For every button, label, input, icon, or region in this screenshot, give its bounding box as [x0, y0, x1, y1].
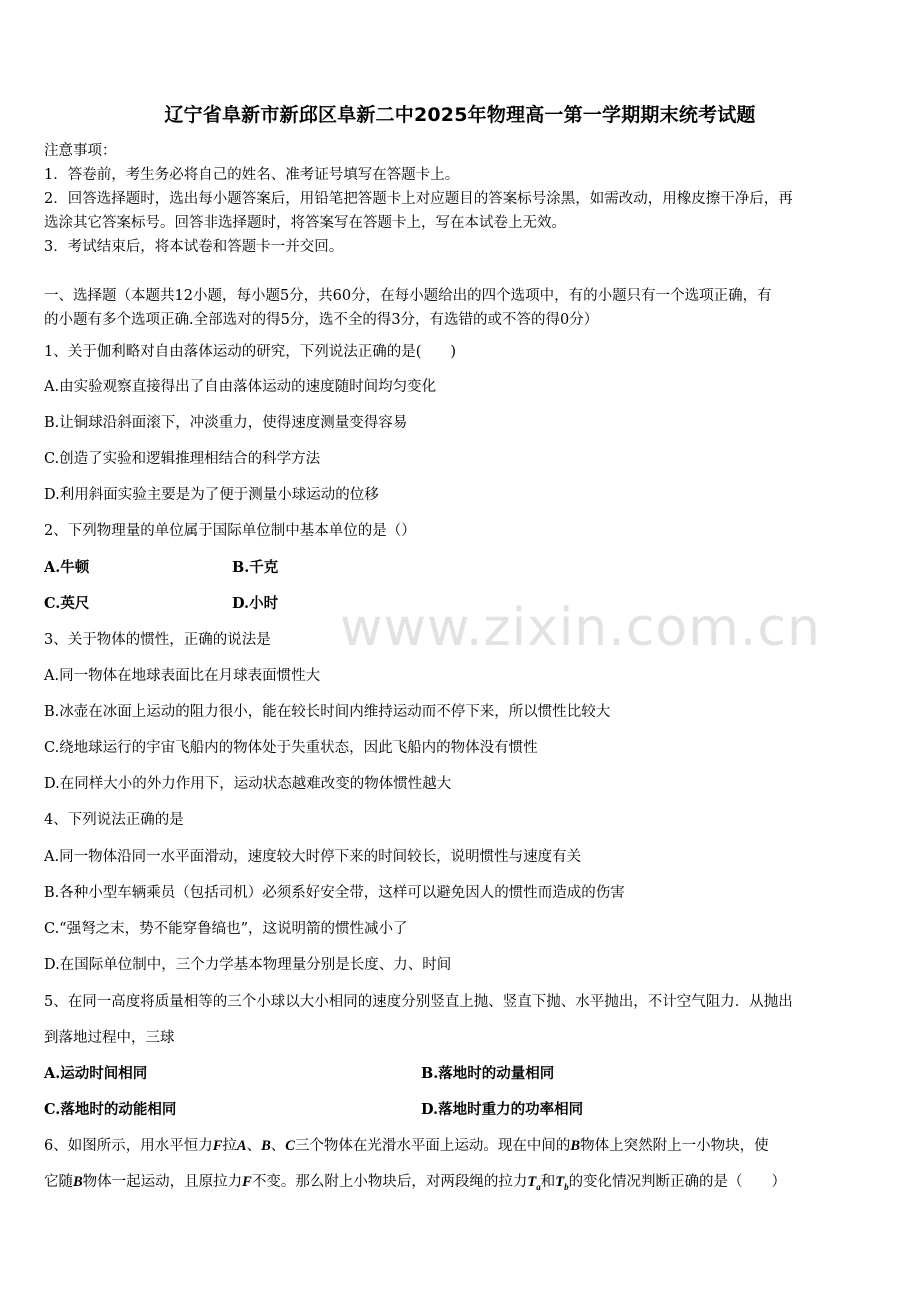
q1-option-a: A.由实验观察直接得出了自由落体运动的速度随时间均匀变化 [44, 379, 437, 395]
q6-stem-line1 [44, 1134, 769, 1155]
q3-stem: 3、关于物体的惯性，正确的说法是 [44, 632, 271, 648]
q5-option-d: D.落地时重力的功率相同 [421, 1101, 584, 1118]
q6-text: 它随 [44, 1174, 73, 1190]
q6-var-f: F [212, 1138, 223, 1154]
q5-option-c: C.落地时的动能相同 [44, 1101, 177, 1118]
notice-heading: 注意事项： [44, 143, 117, 159]
q3-option-c: C.绕地球运行的宇宙飞船内的物体处于失重状态，因此飞船内的物体没有惯性 [44, 740, 538, 756]
page-title: 辽宁省阜新市新邱区阜新二中2025年物理高一第一学期期末统考试题 [164, 104, 756, 126]
q6-text: 物体上突然附上一小物块，使 [580, 1138, 769, 1154]
notice-item-2: 2．回答选择题时，选出每小题答案后，用铅笔把答题卡上对应题目的答案标号涂黑，如需改动，用橡皮擦干净后，再 [44, 191, 793, 207]
q6-text: 物体一起运动，且原拉力 [82, 1174, 243, 1190]
q4-stem: 4、下列说法正确的是 [44, 812, 184, 828]
q2-option-b: B.千克 [232, 559, 279, 576]
q6-var-a: A [236, 1138, 247, 1154]
q1-option-b: B.让铜球沿斜面滚下，冲淡重力，使得速度测量变得容易 [44, 415, 408, 431]
q1-option-c: C.创造了实验和逻辑推理相结合的科学方法 [44, 451, 321, 467]
section-instructions-1: 一、选择题（本题共12小题，每小题5分，共60分，在每小题给出的四个选项中，有的小题只有一个选项正确，有 [44, 288, 772, 304]
q1-option-d: D.利用斜面实验主要是为了便于测量小球运动的位移 [44, 487, 379, 503]
watermark: www.zixin.com.cn [340, 598, 821, 658]
q3-option-a: A.同一物体在地球表面比在月球表面惯性大 [44, 668, 321, 684]
q5-stem-line2: 到落地过程中，三球 [44, 1030, 175, 1046]
q3-option-b: B.冰壶在冰面上运动的阻力很小，能在较长时间内维持运动而不停下来，所以惯性比较大 [44, 704, 611, 720]
q5-stem-line1: 5、在同一高度将质量相等的三个小球以大小相同的速度分别竖直上抛、竖直下抛、水平抛出，不计空气阻力．从抛出 [44, 994, 793, 1010]
q2-option-d: D.小时 [232, 595, 279, 612]
q5-option-b: B.落地时的动量相同 [421, 1065, 555, 1082]
q4-option-d: D.在国际单位制中，三个力学基本物理量分别是长度、力、时间 [44, 957, 452, 973]
q6-var-f: F [242, 1174, 252, 1190]
q6-text: 、 [246, 1138, 262, 1154]
q2-option-a: A.牛顿 [44, 559, 90, 576]
section-instructions-2: 的小题有多个选项正确.全部选对的得5分，选不全的得3分，有选错的或不答的得0分） [44, 312, 599, 328]
q6-var-b: B [73, 1174, 83, 1190]
q5-option-a: A.运动时间相同 [44, 1065, 148, 1082]
q3-option-d: D.在同样大小的外力作用下，运动状态越难改变的物体惯性越大 [44, 776, 452, 792]
q6-text: 不变。那么附上小物块后，对两段绳的拉力 [251, 1174, 528, 1190]
q6-var-ta: $T_a$ [527, 1174, 541, 1192]
q6-var-c: C [285, 1138, 295, 1154]
q4-option-a: A.同一物体沿同一水平面滑动，速度较大时停下来的时间较长，说明惯性与速度有关 [44, 849, 582, 865]
q6-text: 三个物体在光滑水平面上运动。现在中间的 [294, 1138, 571, 1154]
notice-item-2-cont: 选涂其它答案标号。回答非选择题时，将答案写在答题卡上，写在本试卷上无效。 [44, 215, 566, 231]
q6-text: 拉 [222, 1138, 237, 1154]
notice-item-3: 3．考试结束后，将本试卷和答题卡一并交回。 [44, 239, 344, 255]
q4-option-c: C.“强弩之末，势不能穿鲁缟也”，这说明箭的惯性减小了 [44, 921, 408, 937]
q6-text: 、 [270, 1138, 286, 1154]
q6-text: 和 [540, 1174, 556, 1190]
q4-option-b: B.各种小型车辆乘员（包括司机）必须系好安全带，这样可以避免因人的惯性而造成的伤害 [44, 885, 625, 901]
q6-text: 6、如图所示，用水平恒力 [44, 1138, 213, 1154]
q2-option-c: C.英尺 [44, 595, 90, 612]
q6-text: 的变化情况判断正确的是（ ） [568, 1174, 787, 1190]
q6-stem-line2 [44, 1170, 786, 1192]
q6-var-tb: $T_b$ [555, 1174, 569, 1192]
q6-var-b: B [261, 1138, 271, 1154]
q1-stem: 1、关于伽利略对自由落体运动的研究，下列说法正确的是( ) [44, 344, 457, 360]
q2-stem: 2、下列物理量的单位属于国际单位制中基本单位的是（） [44, 523, 416, 539]
notice-item-1: 1．答卷前，考生务必将自己的姓名、准考证号填写在答题卡上。 [44, 167, 460, 183]
q6-var-b: B [570, 1138, 581, 1154]
